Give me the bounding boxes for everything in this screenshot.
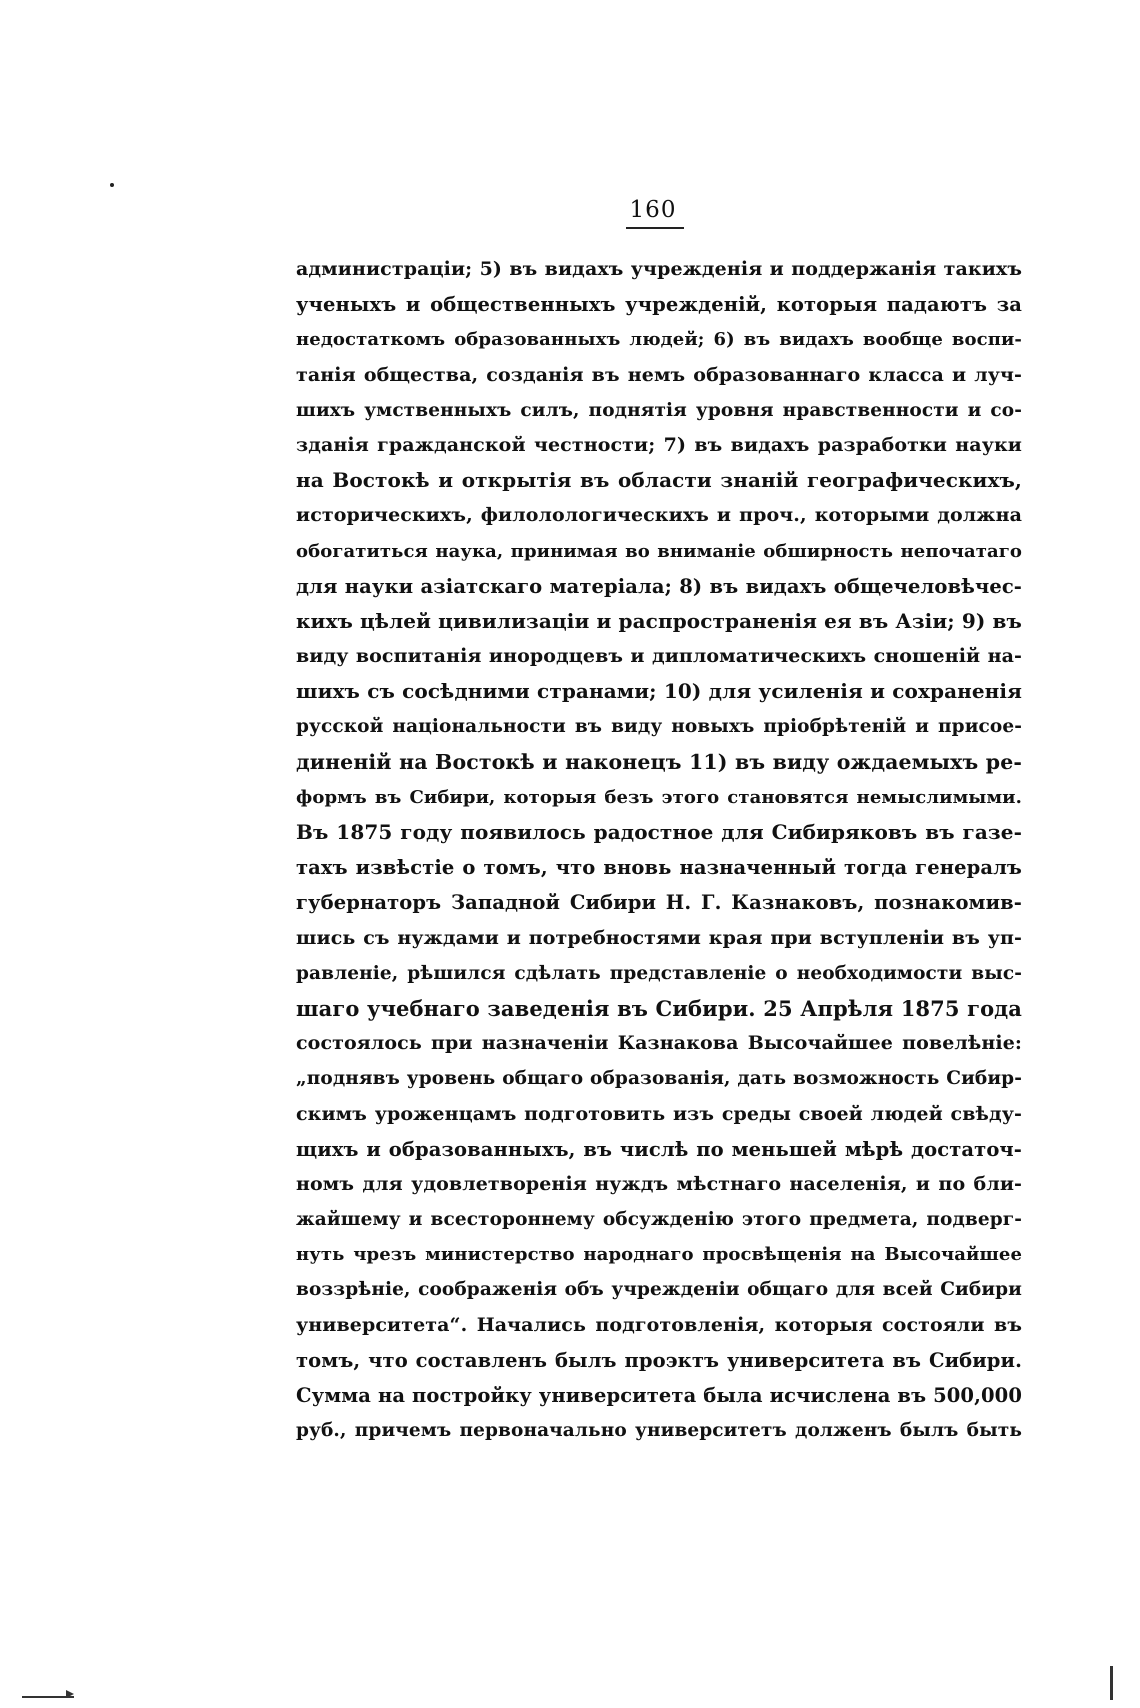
text-line: шихъ съ сосѣдними странами; 10) для усиленія и сохраненія [296, 679, 1022, 704]
text-line: шаго учебнаго заведенія въ Сибири. 25 Апрѣля 1875 года [296, 995, 1022, 1021]
stray-dot-mark [110, 183, 114, 187]
text-line: щихъ и образованныхъ, въ числѣ по меньшей мѣрѣ достаточ- [296, 1137, 1022, 1161]
text-line: шихъ умственныхъ силъ, поднятія уровня нравственности и со- [296, 399, 1022, 421]
text-line: кихъ цѣлей цивилизаціи и распространенія ея въ Азіи; 9) въ [296, 608, 1022, 633]
text-line: Сумма на постройку университета была исчислена въ 500,000 [296, 1384, 1022, 1407]
text-line: на Востокѣ и открытія въ области знаній географическихъ, [296, 468, 1022, 493]
text-line: виду воспитанія инородцевъ и дипломатическихъ сношеній на- [296, 645, 1022, 668]
text-line: скимъ уроженцамъ подготовить изъ среды своей людей свѣду- [296, 1102, 1022, 1125]
text-line: для науки азіатскаго матеріала; 8) въ видахъ общечеловѣчес- [296, 574, 1022, 598]
text-line: историческихъ, филолологическихъ и проч., которыми должна [296, 504, 1022, 527]
text-line: формъ въ Сибири, которыя безъ этого становятся немыслимыми. [296, 786, 1022, 808]
text-line: зданія гражданской честности; 7) въ видахъ разработки науки [296, 433, 1022, 456]
scan-edge-mark [1110, 1666, 1113, 1700]
text-line: ученыхъ и общественныхъ учрежденій, которыя падаютъ за [296, 293, 1022, 317]
text-line: „поднявъ уровень общаго образованія, дать возможность Сибир- [296, 1068, 1022, 1090]
text-line: состоялось при назначеніи Казнакова Высочайшее повелѣніе: [296, 1032, 1022, 1055]
text-line: томъ, что составленъ былъ проэктъ университета въ Сибири. [296, 1348, 1022, 1372]
text-line: жайшему и всестороннему обсужденію этого предмета, подверг- [296, 1209, 1022, 1231]
text-line: губернаторъ Западной Сибири Н. Г. Казнаковъ, познакомив- [296, 891, 1022, 915]
text-line: университета“. Начались подготовленія, которыя состояли въ [296, 1313, 1022, 1336]
page-number: 160 [629, 197, 677, 223]
scan-edge-arrow [66, 1690, 74, 1698]
text-line: тахъ извѣстіе о томъ, что вновь назначенный тогда генералъ [296, 856, 1022, 880]
text-line: руб., причемъ первоначально университетъ долженъ былъ быть [296, 1420, 1022, 1442]
text-line: русской національности въ виду новыхъ пріобрѣтеній и присое- [296, 716, 1022, 738]
text-line: танія общества, созданія въ немъ образованнаго класса и луч- [296, 363, 1022, 386]
text-line: нуть чрезъ министерство народнаго просвѣщенія на Высочайшее [296, 1244, 1022, 1266]
page-number-underline [626, 227, 684, 229]
text-line: воззрѣніе, соображенія объ учрежденіи общаго для всей Сибири [296, 1279, 1022, 1301]
text-line: администраціи; 5) въ видахъ учрежденія и поддержанія такихъ [296, 258, 1022, 280]
text-line: равленіе, рѣшился сдѣлать представленіе о необходимости выс- [296, 962, 1022, 984]
body-text [296, 252, 1022, 1448]
text-line: недостаткомъ образованныхъ людей; 6) въ видахъ вообще воспи- [296, 329, 1022, 351]
text-line: номъ для удовлетворенія нуждъ мѣстнаго населенія, и по бли- [296, 1172, 1022, 1195]
text-line: обогатиться наука, принимая во вниманіе обширность непочатаго [296, 540, 1022, 562]
text-line: Въ 1875 году появилось радостное для Сибиряковъ въ газе- [296, 820, 1022, 844]
text-line: шись съ нуждами и потребностями края при вступленіи въ уп- [296, 926, 1022, 949]
text-line: диненій на Востокѣ и наконецъ 11) въ виду ождаемыхъ ре- [296, 749, 1022, 774]
